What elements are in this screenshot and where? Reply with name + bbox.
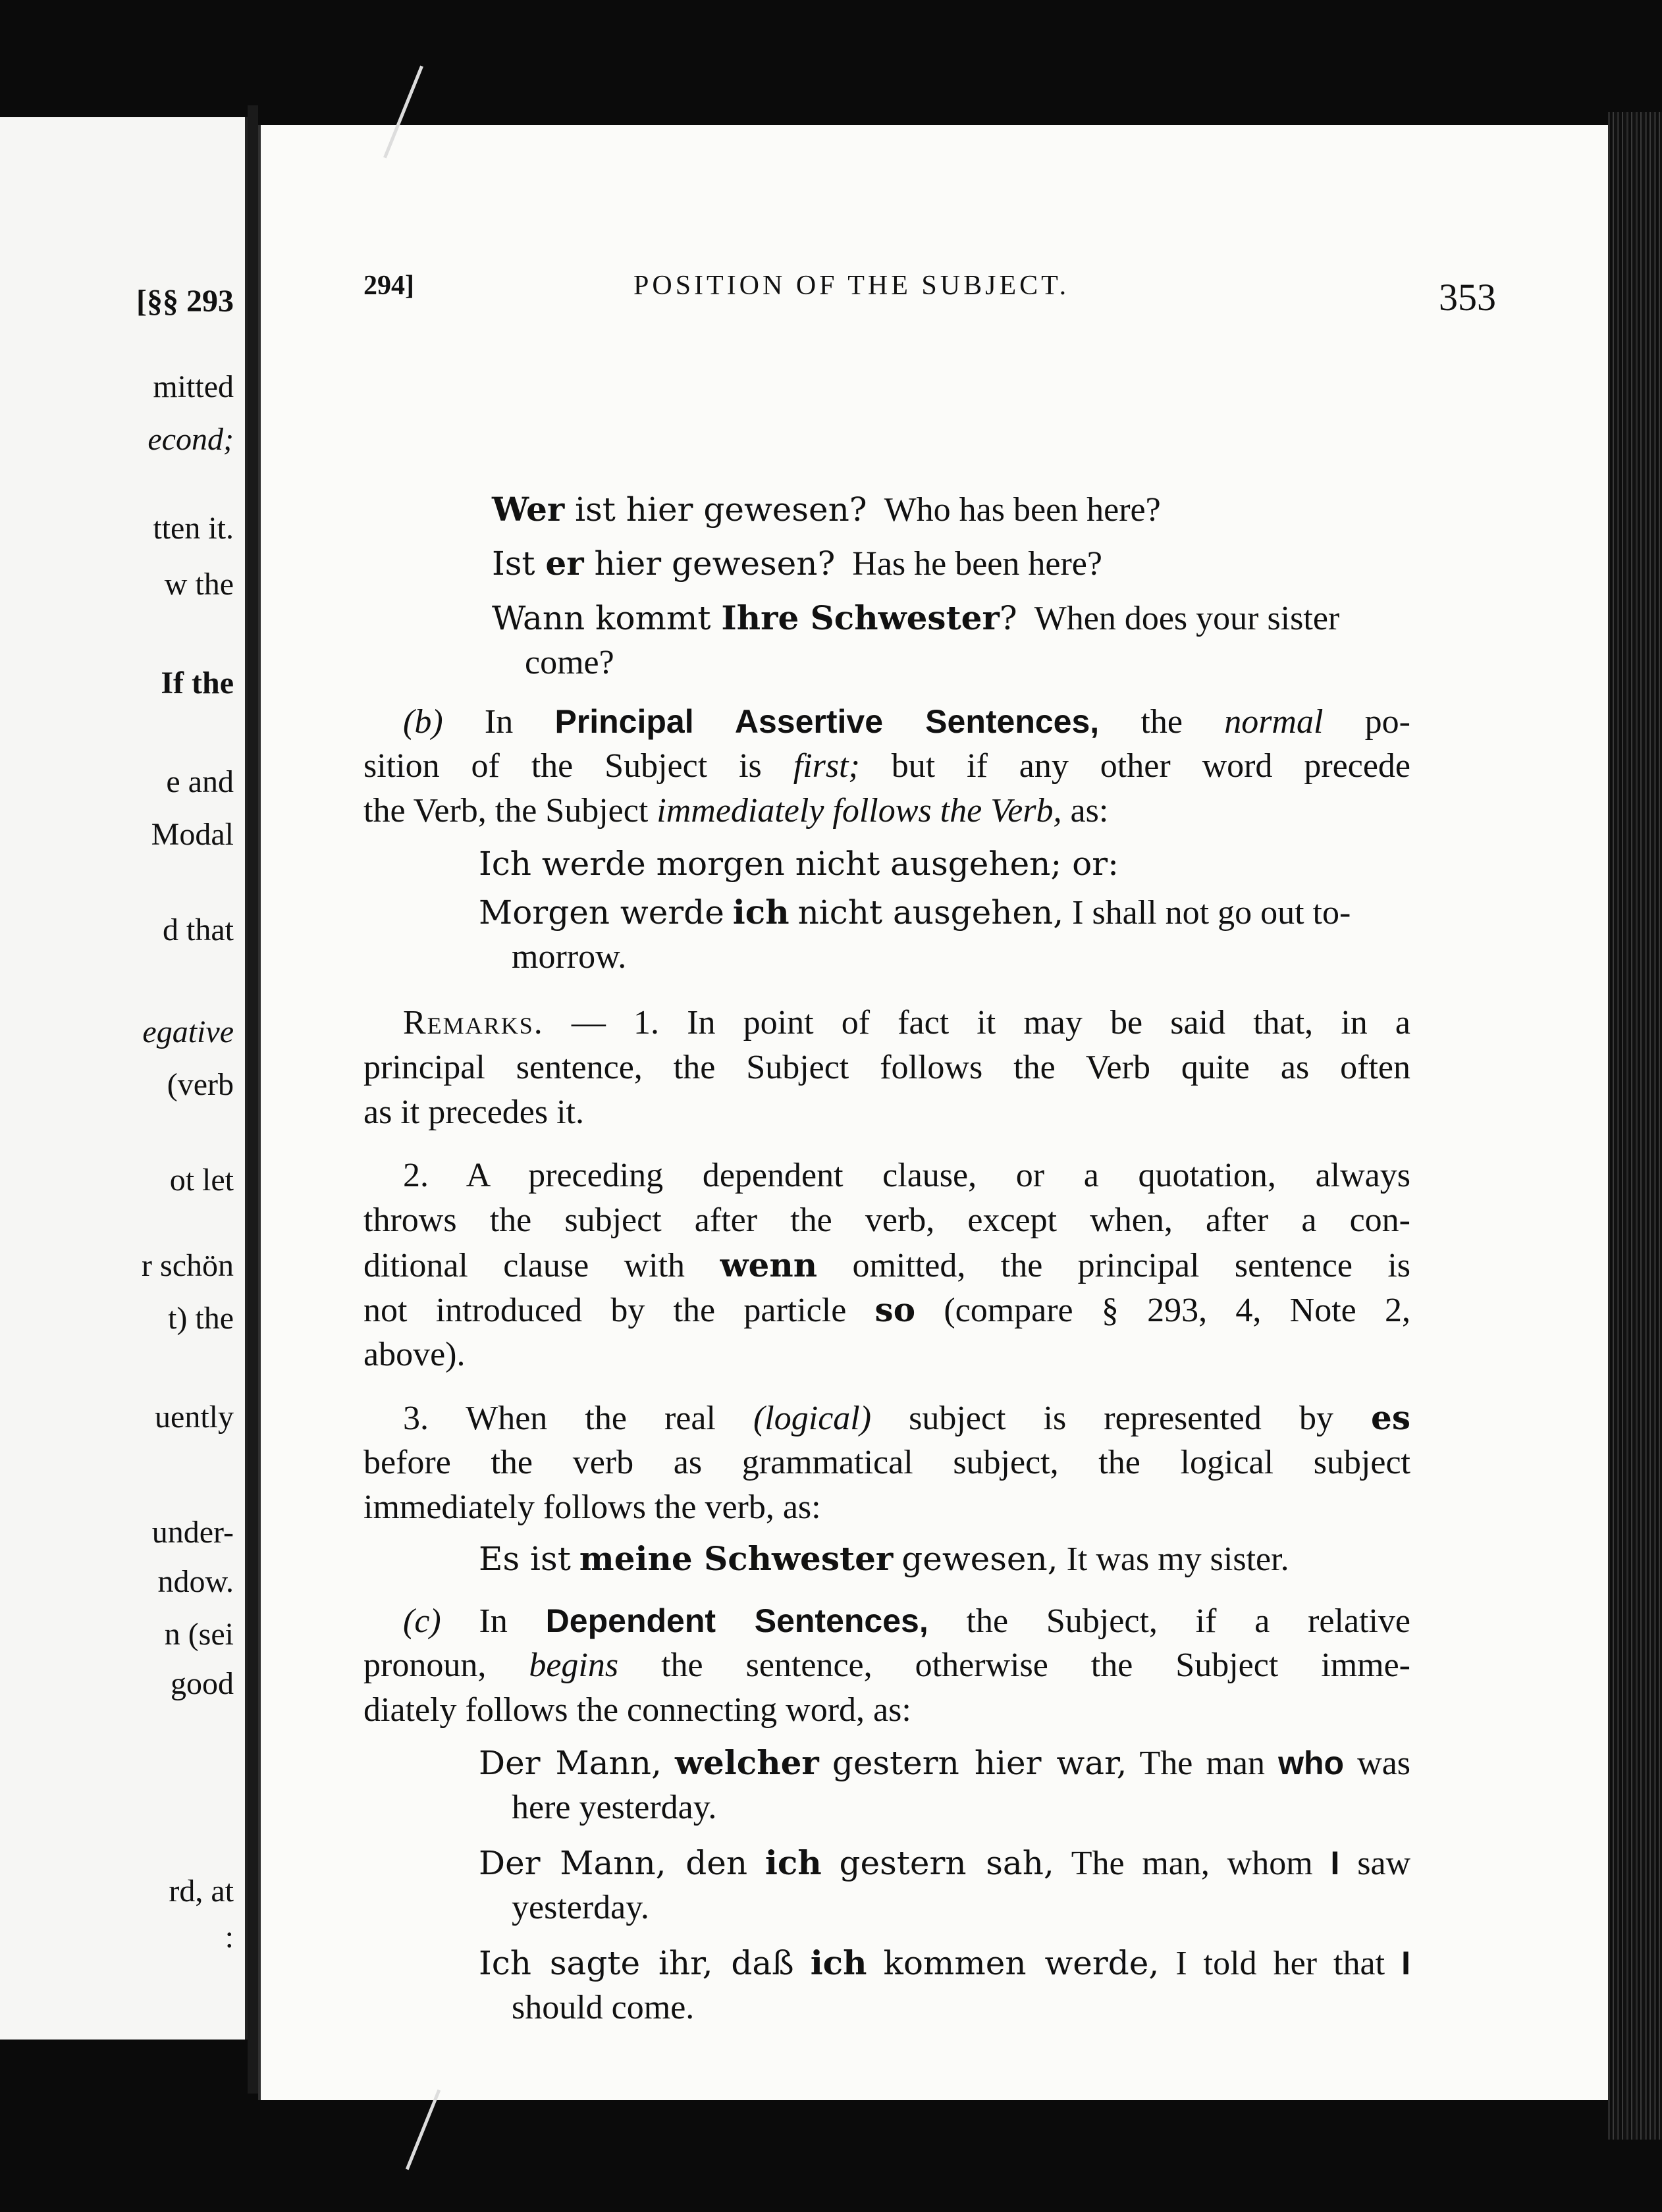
text: as: [1070, 792, 1109, 830]
left-page-line: ot let [169, 1163, 234, 1198]
example-continuation [512, 1885, 1559, 1930]
remark-3-line-2 [363, 1440, 1410, 1485]
left-page-line: [§§ 293 [136, 284, 234, 319]
remark-3-line-1 [403, 1396, 1410, 1441]
german-bold: ich [810, 1943, 867, 1982]
left-page-line: ndow. [157, 1564, 234, 1599]
german-text: gewesen, [901, 1540, 1058, 1578]
english-text: I told her that [1175, 1945, 1385, 1982]
english-text: It was my sister. [1066, 1540, 1289, 1578]
remark-2-line-5 [363, 1332, 1410, 1377]
english-bold: who [1278, 1745, 1345, 1781]
left-page-line: t) the [168, 1301, 234, 1336]
text: po- [1364, 703, 1410, 741]
text: pronoun, [363, 1646, 487, 1684]
german-bold: meine Schwester [579, 1539, 894, 1578]
text: sition of the Subject is [363, 747, 762, 785]
scan-mark [406, 2090, 441, 2170]
text: immediately follows the verb, as: [363, 1488, 821, 1526]
text: the Verb, the Subject [363, 792, 649, 830]
english-text: saw [1357, 1845, 1411, 1882]
german-bold: ich [764, 1843, 822, 1882]
remark-2-line-3 [363, 1243, 1410, 1288]
italic-text: begins [529, 1646, 619, 1684]
text: before the verb as grammatical subject, the logical subject [363, 1444, 1410, 1481]
page-edges [1608, 112, 1662, 2140]
german-text: Es ist [479, 1540, 571, 1578]
german-text: kommen werde, [883, 1944, 1160, 1982]
left-page-line: : [225, 1920, 234, 1955]
left-page-line: mitted [153, 369, 234, 404]
text: omitted, the principal sentence is [852, 1247, 1411, 1284]
english-text: come? [525, 644, 614, 681]
german-bold: es [1371, 1398, 1411, 1437]
left-page-line: egative [142, 1014, 234, 1049]
text: ditional clause with [363, 1247, 685, 1284]
left-page-line: r schön [142, 1248, 234, 1283]
english-text: should come. [512, 1989, 695, 2026]
remarks-label: Remarks. [403, 1004, 544, 1041]
section-c-line-1 [403, 1598, 1410, 1644]
remark-3-line-3 [363, 1485, 1410, 1530]
example-line [479, 1941, 1410, 1986]
section-b-line-2 [363, 744, 1410, 789]
german-bold: so [874, 1290, 916, 1329]
example-line [492, 541, 1539, 587]
text: as it precedes it. [363, 1093, 584, 1131]
german-text: gestern sah, [839, 1844, 1054, 1882]
text: the Subject, if a relative [966, 1602, 1411, 1640]
text: subject is represented by [909, 1400, 1333, 1437]
left-page-line: Modal [151, 817, 234, 852]
section-b-line-1 [403, 699, 1410, 745]
german-text: Wann kommt [492, 599, 722, 637]
german-text: Ich werde morgen nicht ausgehen; or: [479, 845, 1119, 883]
left-page-line: w the [164, 567, 234, 602]
remark-2-line-1 [403, 1153, 1410, 1198]
text: throws the subject after the verb, except when, after a con- [363, 1201, 1410, 1239]
text: the [1140, 703, 1183, 741]
english-bold: I [1330, 1845, 1340, 1882]
left-page-line: e and [166, 764, 234, 799]
book-gutter [248, 105, 258, 2094]
remark-2-line-2 [363, 1198, 1410, 1243]
english-text: here yesterday. [512, 1789, 717, 1826]
remark-1-line-2 [363, 1045, 1410, 1090]
english-text: When does your sister [1034, 600, 1340, 637]
italic-text: first; [793, 747, 860, 785]
left-page-line: tten it. [153, 511, 234, 546]
example-line [479, 1841, 1410, 1886]
section-b-line-3 [363, 789, 1410, 833]
left-page-line: good [171, 1666, 234, 1701]
german-bold: welcher [674, 1743, 819, 1782]
german-text: ? [999, 599, 1017, 637]
example-line [479, 841, 1526, 887]
example-line [492, 487, 1539, 533]
german-text: ist hier gewesen? [564, 490, 867, 529]
example-line [492, 596, 1539, 641]
english-text: morrow. [512, 938, 627, 976]
text: but if any other word precede [891, 747, 1410, 785]
left-page-line: d that [163, 912, 234, 947]
italic-text: (logical) [753, 1400, 872, 1437]
section-label: (c) [403, 1602, 441, 1640]
german-text: Ist [492, 544, 546, 583]
english-text: Who has been here? [884, 491, 1161, 529]
english-text: Has he been here? [852, 545, 1102, 583]
left-page-line: rd, at [169, 1874, 234, 1909]
italic-text: normal [1224, 703, 1324, 741]
running-title: POSITION OF THE SUBJECT. [633, 271, 1070, 301]
text: (compare § 293, 4, Note 2, [944, 1292, 1411, 1329]
german-bold: er [545, 544, 584, 583]
remark-1-line-3 [363, 1090, 1410, 1135]
english-text: The man, whom [1071, 1845, 1313, 1882]
left-page-line: econd; [147, 422, 234, 457]
text: — 1. In point of fact it may be said that, in a [571, 1004, 1411, 1041]
example-continuation [512, 1986, 1559, 2030]
text: principal sentence, the Subject follows the Verb quite as often [363, 1049, 1410, 1086]
section-heading: Principal Assertive Sentences, [554, 703, 1100, 740]
text: 2. A preceding dependent clause, or a quotation, always [403, 1157, 1410, 1194]
text: 3. When the real [403, 1400, 716, 1437]
remark-2-line-4 [363, 1288, 1410, 1333]
example-continuation [525, 641, 1572, 685]
text: diately follows the connecting word, as: [363, 1691, 911, 1729]
text: above). [363, 1336, 466, 1373]
italic-text: immediately follows the Verb, [657, 792, 1062, 830]
left-page-line: If the [161, 666, 234, 700]
example-continuation [512, 935, 1559, 980]
text: In [484, 703, 514, 741]
section-c-line-3 [363, 1688, 1410, 1733]
example-continuation [512, 1785, 1559, 1830]
page-number: 353 [1439, 276, 1496, 319]
left-page-line: n (sei [164, 1617, 234, 1652]
english-bold: I [1401, 1945, 1410, 1982]
left-page-line: uently [155, 1400, 234, 1435]
german-text: Der Mann, den [479, 1844, 748, 1882]
example-line [479, 1741, 1410, 1786]
german-bold: Ihre Schwester [721, 598, 1000, 637]
english-text: I shall not go out to- [1072, 894, 1351, 932]
section-heading: Dependent Sentences, [545, 1602, 928, 1639]
example-line [479, 890, 1410, 935]
german-text: Der Mann, [479, 1744, 662, 1782]
german-text: nicht ausgehen, [797, 893, 1064, 932]
example-line [479, 1537, 1526, 1582]
page-body [258, 125, 1608, 2100]
left-page-line: under- [151, 1515, 234, 1550]
german-text: gestern hier war, [832, 1744, 1127, 1782]
running-header [363, 270, 1496, 323]
german-bold: wenn [720, 1246, 818, 1284]
german-text: Ich sagte ihr, daß [479, 1944, 794, 1982]
german-bold: Wer [492, 490, 565, 529]
text: the sentence, otherwise the Subject imme- [661, 1646, 1411, 1684]
english-text: yesterday. [512, 1889, 649, 1926]
english-text: The man [1139, 1745, 1265, 1782]
section-reference: 294] [363, 271, 414, 301]
german-bold: ich [732, 893, 790, 932]
english-text: was [1357, 1745, 1411, 1782]
german-text: Morgen werde [479, 893, 724, 932]
remark-1-line-1 [403, 1001, 1410, 1045]
section-c-line-2 [363, 1643, 1410, 1688]
text: In [479, 1602, 508, 1640]
left-page-line: (verb [167, 1067, 234, 1102]
section-label: (b) [403, 703, 443, 741]
text: not introduced by the particle [363, 1292, 847, 1329]
german-text: hier gewesen? [583, 544, 836, 583]
